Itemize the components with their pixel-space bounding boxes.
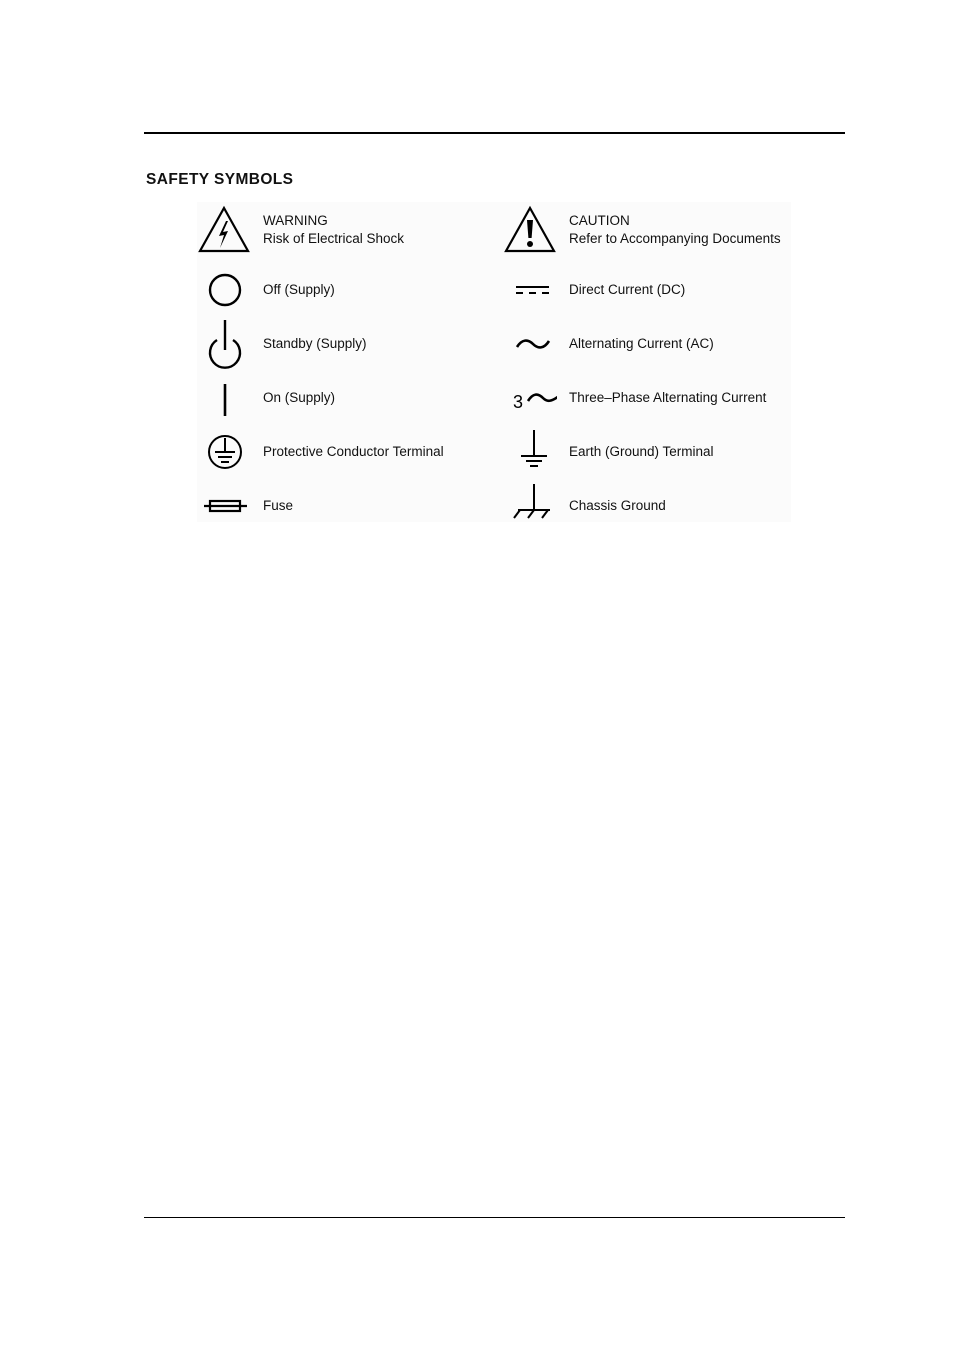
lightning-triangle-icon (197, 204, 251, 256)
fuse-label: Fuse (263, 498, 294, 513)
standby-label: Standby (Supply) (263, 336, 367, 351)
warning-title: WARNING (263, 213, 328, 228)
on-line-icon (197, 372, 251, 424)
exclamation-triangle-icon (503, 204, 557, 256)
fuse-icon (197, 480, 251, 532)
standby-power-icon (197, 318, 251, 370)
bottom-rule (144, 1217, 845, 1218)
circle-off-icon (197, 264, 251, 316)
three-phase-ac-icon (503, 372, 557, 424)
top-rule (144, 132, 845, 134)
earth-label: Earth (Ground) Terminal (569, 444, 714, 459)
protective-label: Protective Conductor Terminal (263, 444, 444, 459)
chassis-ground-icon (503, 480, 557, 532)
caution-text: Refer to Accompanying Documents (569, 231, 781, 246)
section-heading: SAFETY SYMBOLS (146, 171, 294, 188)
caution-title: CAUTION (569, 213, 630, 228)
warning-text: Risk of Electrical Shock (263, 231, 405, 246)
three-phase-digit: 3 (513, 392, 524, 412)
warning-label (263, 212, 404, 248)
ac-label: Alternating Current (AC) (569, 336, 714, 351)
off-label: Off (Supply) (263, 282, 335, 297)
dc-label: Direct Current (DC) (569, 282, 686, 297)
chassis-label: Chassis Ground (569, 498, 666, 513)
symbols-panel (197, 202, 791, 522)
three-phase-label: Three–Phase Alternating Current (569, 390, 767, 405)
protective-earth-icon (197, 426, 251, 478)
dc-icon (503, 264, 557, 316)
on-label: On (Supply) (263, 390, 336, 405)
earth-ground-icon (503, 426, 557, 478)
ac-wave-icon (503, 318, 557, 370)
caution-label (569, 212, 781, 248)
